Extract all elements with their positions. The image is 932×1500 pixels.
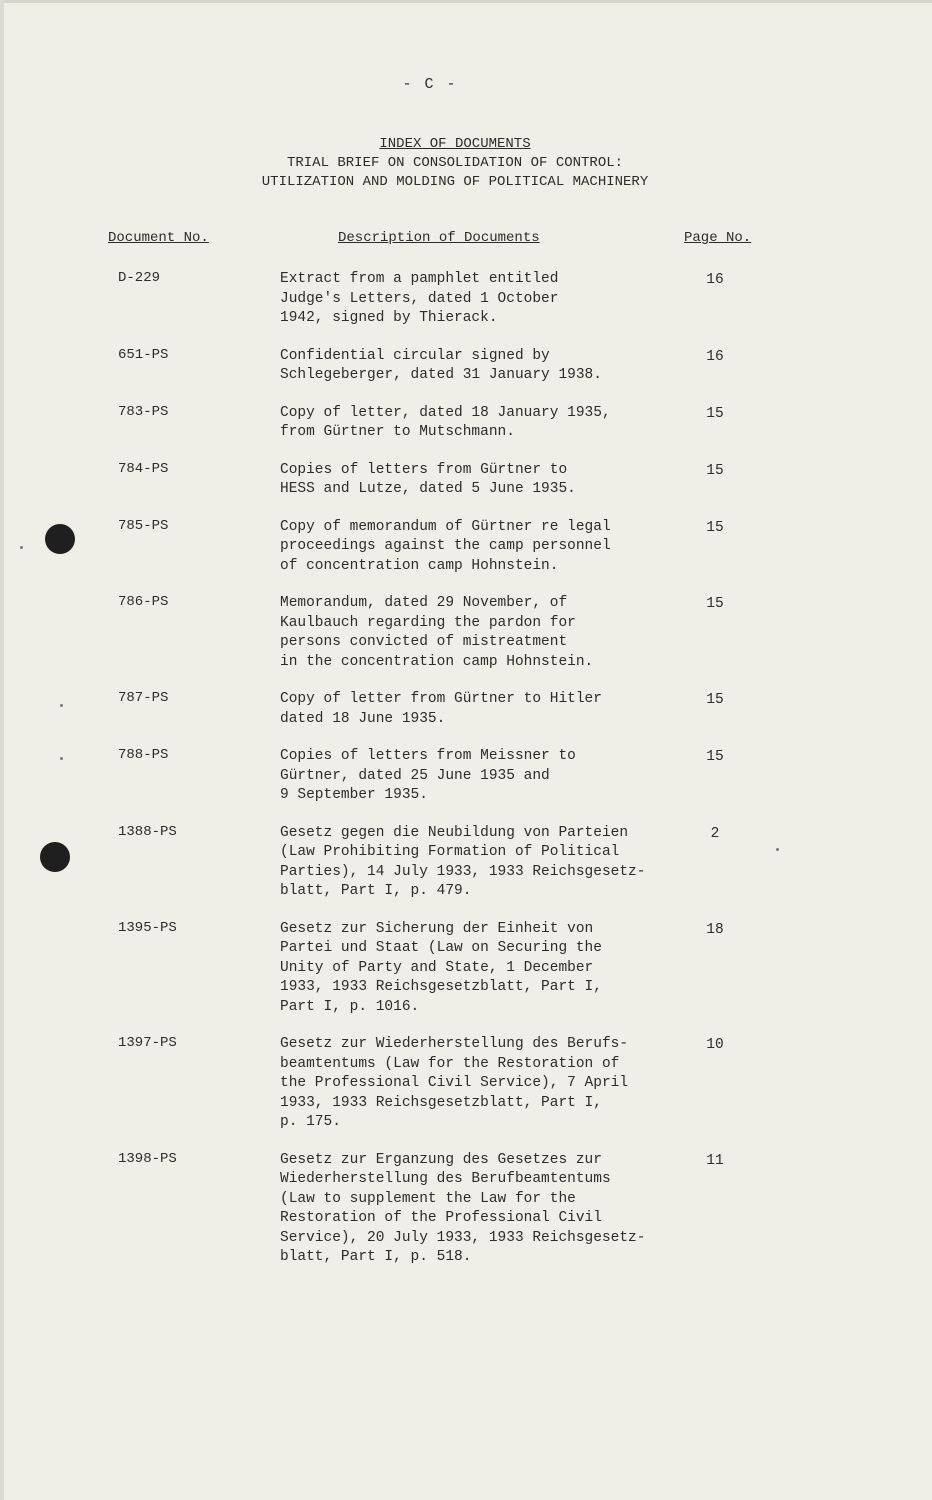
entry-description: Copy of memorandum of Gürtner re legal proceedings against the camp personnel of concentration camp Hohnstein. — [280, 518, 611, 574]
entry-page-no: 16 — [706, 272, 724, 288]
index-entries — [0, 270, 932, 1286]
index-entry — [0, 518, 932, 577]
entry-page-no: 11 — [706, 1152, 724, 1169]
entry-description: Extract from a pamphlet entitled Judge's Letters, dated 1 October 1942, signed by Thierack. — [280, 271, 559, 326]
entry-page-no: 2 — [710, 825, 720, 842]
entry-document-no: 785-PS — [118, 517, 169, 534]
entry-document-no: 788-PS — [118, 747, 169, 763]
entry-document-no: 1398-PS — [118, 1150, 177, 1167]
index-title: INDEX OF DOCUMENTS — [379, 136, 531, 152]
index-entry — [0, 690, 932, 729]
entry-description: Copies of letters from Gürtner to HESS and Lutze, dated 5 June 1935. — [280, 461, 576, 497]
entry-description: Gesetz zur Erganzung des Gesetzes zur Wiederherstellung des Berufbeamtentums (Law to supplement the Law for the Restoration of the Professional Civil Service), 20 July 1933, 1933 Reichsgesetz- blatt, Part I, p. 518. — [280, 1151, 646, 1265]
index-entry — [0, 404, 932, 443]
entry-page-no: 16 — [706, 348, 724, 365]
entry-document-no: 786-PS — [118, 594, 169, 610]
entry-description: Memorandum, dated 29 November, of Kaulbauch regarding the pardon for persons convicted of mistreatment in the concentration camp Hohnstein. — [280, 595, 594, 670]
entry-page-no: 15 — [706, 405, 724, 422]
index-entry — [0, 1151, 932, 1268]
entry-document-no: 783-PS — [118, 403, 169, 420]
paper-edge-top — [0, 0, 932, 3]
entry-document-no: 1388-PS — [118, 823, 177, 840]
index-subtitle-line1: TRIAL BRIEF ON CONSOLIDATION OF CONTROL: — [286, 155, 624, 171]
column-header-description: Description of Documents — [338, 230, 540, 246]
index-entry — [0, 747, 932, 806]
entry-description: Copies of letters from Meissner to Gürtner, dated 25 June 1935 and 9 September 1935. — [280, 748, 576, 803]
column-header-page-no: Page No. — [684, 230, 752, 246]
index-entry — [0, 920, 932, 1018]
entry-page-no: 15 — [706, 596, 724, 612]
entry-document-no: 651-PS — [118, 346, 169, 363]
entry-description: Copy of letter from Gürtner to Hitler dated 18 June 1935. — [280, 691, 602, 727]
entry-description: Gesetz zur Wiederherstellung des Berufs- beamtentums (Law for the Restoration of the Professional Civil Service), 7 April 1933, 1933 Reichsgesetzblatt, Part I, p. 175. — [280, 1036, 629, 1130]
entry-document-no: 1395-PS — [118, 919, 177, 936]
entry-page-no: 18 — [706, 921, 724, 938]
entry-description: Gesetz zur Sicherung der Einheit von Partei und Staat (Law on Securing the Unity of Party and State, 1 December 1933, 1933 Reichsgesetzblatt, Part I, Part I, p. 1016. — [280, 920, 602, 1015]
page-marker: - C - — [402, 76, 458, 93]
entry-description: Copy of letter, dated 18 January 1935, from Gürtner to Mutschmann. — [280, 404, 611, 440]
index-entry — [0, 347, 932, 386]
index-heading — [160, 135, 750, 192]
index-entry — [0, 461, 932, 500]
entry-page-no: 15 — [706, 462, 724, 479]
index-entry — [0, 1035, 932, 1133]
entry-description: Confidential circular signed by Schlegeberger, dated 31 January 1938. — [280, 347, 602, 383]
entry-document-no: 787-PS — [118, 690, 169, 706]
index-entry — [0, 594, 932, 672]
entry-page-no: 15 — [706, 749, 724, 765]
entry-document-no: 784-PS — [118, 460, 169, 477]
index-entry — [0, 270, 932, 329]
entry-description: Gesetz gegen die Neubildung von Parteien (Law Prohibiting Formation of Political Parties), 14 July 1933, 1933 Reichsgesetz- blatt, Part I, p. 479. — [280, 824, 646, 899]
entry-page-no: 15 — [706, 692, 724, 708]
entry-page-no: 15 — [706, 519, 724, 536]
entry-document-no: 1397-PS — [118, 1035, 177, 1051]
index-entry — [0, 824, 932, 902]
entry-document-no: D-229 — [118, 270, 161, 286]
column-header-document-no: Document No. — [108, 230, 209, 246]
index-subtitle-line2: UTILIZATION AND MOLDING OF POLITICAL MACHINERY — [261, 174, 649, 190]
entry-page-no: 10 — [706, 1037, 724, 1053]
